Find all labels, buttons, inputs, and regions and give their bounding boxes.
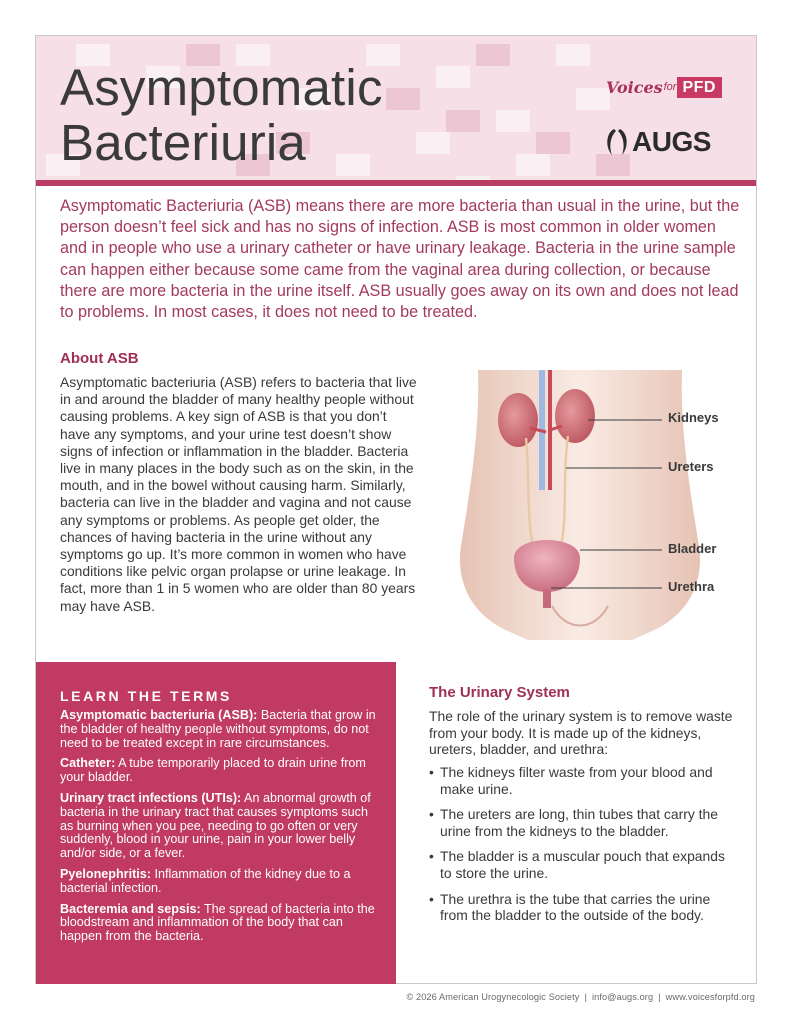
urethra-tube (543, 590, 551, 608)
footer-separator: | (658, 992, 661, 1002)
title-line-1: Asymptomatic (60, 59, 383, 116)
title-line-2: Bacteriuria (60, 114, 306, 171)
terms-heading: LEARN THE TERMS (60, 688, 232, 704)
logo-for-word: for (663, 81, 677, 93)
footer (406, 992, 755, 1002)
term-item (60, 792, 380, 861)
bullet-item: • The kidneys filter waste from your blood and make urine. (429, 764, 739, 797)
term-label: Catheter: (60, 756, 116, 771)
urinary-system-heading: The Urinary System (429, 684, 570, 701)
urinary-anatomy-figure (440, 370, 740, 640)
right-kidney (555, 389, 595, 443)
term-item (60, 757, 380, 785)
term-label: Urinary tract infections (UTIs): (60, 790, 242, 805)
term-definition: Bacteria that grow in the bladder of healthy people without symptoms, do not need to be treated except in rare circumstances. (60, 708, 376, 750)
term-item (60, 903, 380, 944)
intro-paragraph: Asymptomatic Bacteriuria (ASB) means there are more bacteria than usual in the urine, but the person doesn’t feel sick and has no signs of infection. ASB is most common in older women and in people who use a urinary catheter or have urinary leakage. Bacteria in the urine sample can happen either because some came from the vaginal area during collection, or because there are more bacteria in the urine itself. ASB usually goes away on its own and does not lead to problems. In most cases, it does not need to be treated. (60, 197, 740, 322)
about-paragraph: Asymptomatic bacteriuria (ASB) refers to bacteria that live in and around the bladder of many healthy people without causing problems. A key sign of ASB is that you don’t have any symptoms, and your urine test doesn’t show signs of infection or inflammation in the bladder. Bacteria live in many places in the body such as on the skin, in the mouth, and in the bowel without causing harm. Similarly, bacteria can live in the bladder and vagina and not cause any symptoms or problems. As people get older, the chances of having bacteria in the urine without any symptoms go up. It’s more common in women who have conditions like pelvic organ prolapse or urine leakage. In fact, more than 1 in 5 women who are older than 80 years may have ASB. (60, 374, 417, 614)
logo-pfd-word: PFD (677, 77, 722, 98)
bullet-item: • The bladder is a muscular pouch that expands to store the urine. (429, 848, 739, 881)
footer-website-link[interactable]: www.voicesforpfd.org (665, 992, 755, 1002)
bullet-item: • The ureters are long, thin tubes that carry the urine from the kidneys to the bladder. (429, 806, 739, 839)
label-kidneys: Kidneys (668, 410, 719, 425)
term-label: Bacteremia and sepsis: (60, 901, 201, 916)
footer-email-link[interactable]: info@augs.org (591, 992, 654, 1002)
learn-the-terms-box (36, 662, 396, 984)
augs-logo (604, 124, 711, 160)
urinary-bullets (429, 764, 739, 933)
terms-list (60, 709, 380, 951)
term-definition: An abnormal growth of bacteria in the urinary tract that causes symptoms such as burning when you pee, needing to go often or very suddenly, blood in your urine, pain in your lower belly and/or side, or a fever. (60, 790, 371, 861)
term-definition: Inflammation of the kidney due to a bacterial infection. (60, 866, 351, 895)
page-title (60, 60, 383, 170)
urinary-system-intro: The role of the urinary system is to remove waste from your body. It is made up of the kidneys, ureters, bladder, and urethra: (429, 708, 733, 758)
about-heading: About ASB (60, 350, 139, 367)
header-rule (36, 180, 756, 186)
voices-for-pfd-logo (606, 74, 722, 100)
label-urethra: Urethra (668, 579, 715, 594)
term-item (60, 868, 380, 896)
footer-copyright: © 2026 American Urogynecologic Society (406, 992, 580, 1002)
augs-mark-icon (604, 127, 630, 157)
label-ureters: Ureters (668, 459, 714, 474)
term-item (60, 709, 380, 750)
footer-separator: | (584, 992, 587, 1002)
bullet-item: • The urethra is the tube that carries the urine from the bladder to the outside of the body. (429, 891, 739, 924)
label-bladder: Bladder (668, 541, 717, 556)
term-label: Pyelonephritis: (60, 866, 151, 881)
term-definition: A tube temporarily placed to drain urine from your bladder. (60, 756, 366, 785)
term-label: Asymptomatic bacteriuria (ASB): (60, 708, 258, 722)
logo-voices-word: Voices (606, 77, 663, 97)
augs-logo-text: AUGS (632, 126, 711, 157)
left-kidney (498, 393, 538, 447)
term-definition: The spread of bacteria into the bloodstream and inflammation of the body that can happen from the bacteria. (60, 901, 375, 944)
